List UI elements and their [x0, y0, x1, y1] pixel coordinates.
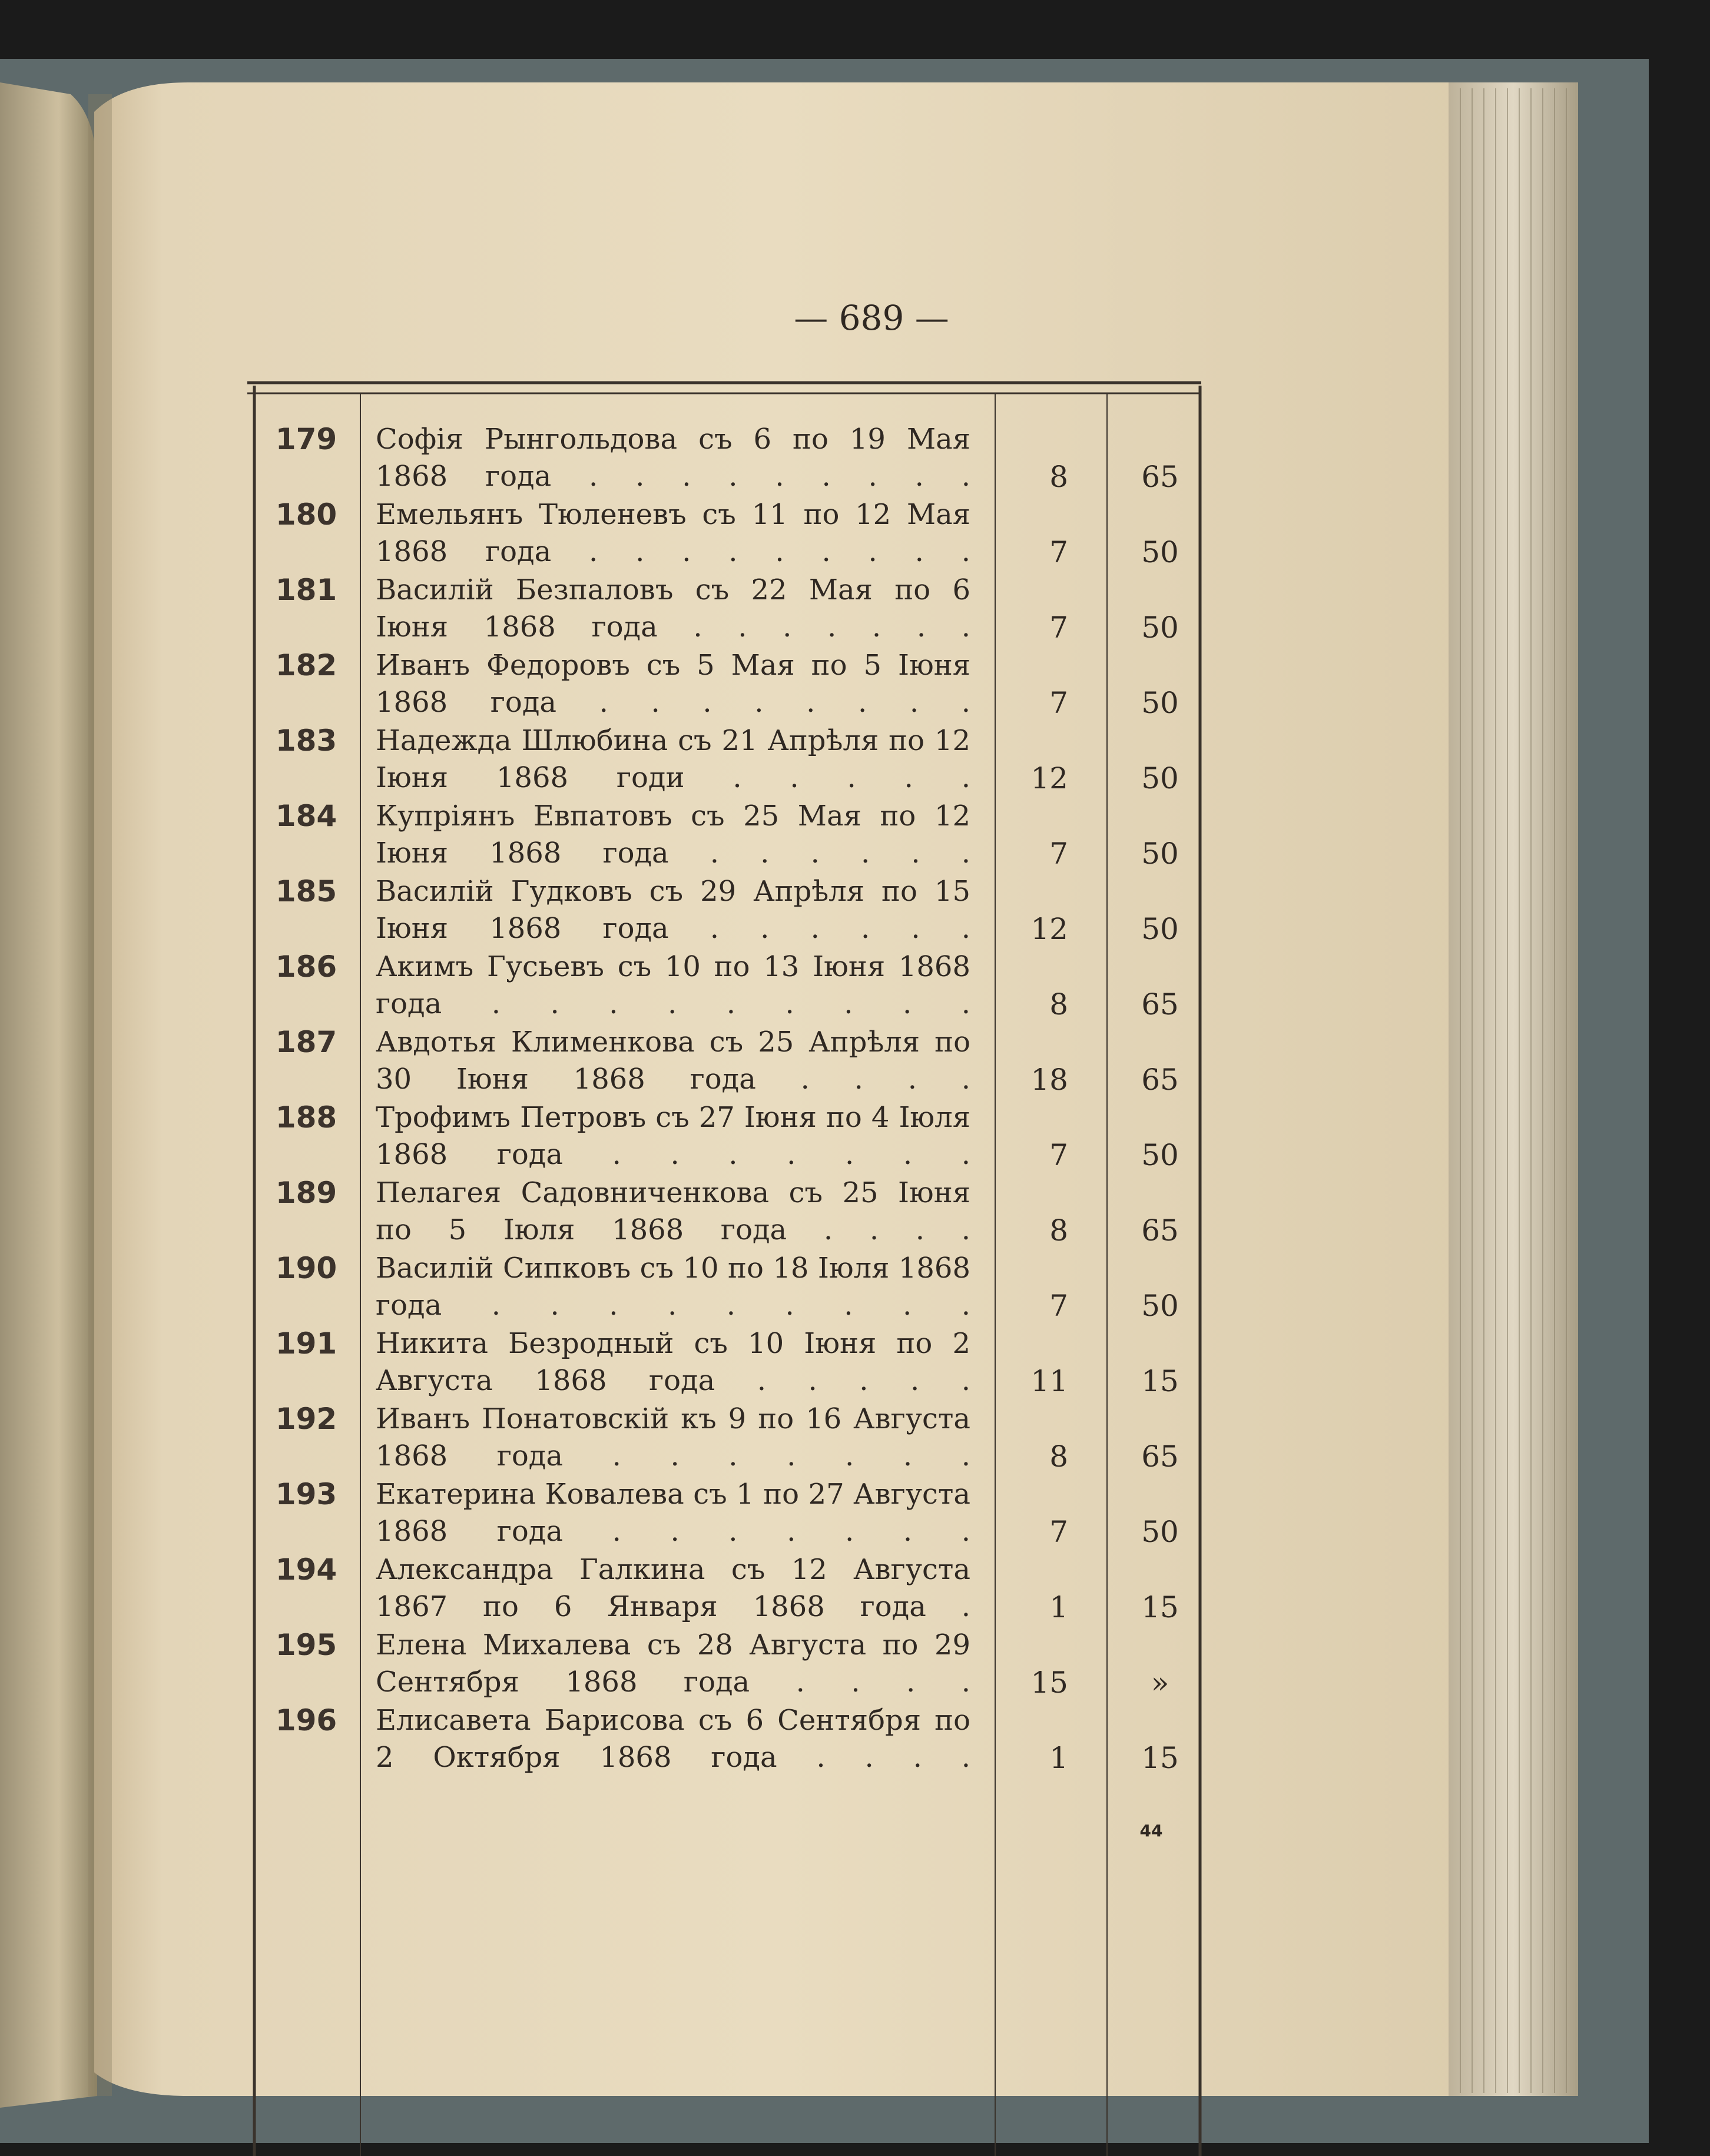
- entry-kopecks: 65: [1141, 1439, 1179, 1474]
- entry-description: Екатерина Ковалева съ 1 по 27 Августа 1868 года . . . . . . .: [376, 1478, 970, 1548]
- entry-kopecks: »: [1151, 1666, 1169, 1700]
- table-row: [0, 1325, 1710, 1402]
- entry-kopecks: 50: [1141, 1138, 1179, 1172]
- entry-description: Пелагея Садовниченкова съ 25 Іюня по 5 Іюля 1868 года . . . .: [376, 1176, 970, 1246]
- entry-kopecks: 50: [1141, 1289, 1179, 1323]
- entry-kopecks: 50: [1141, 611, 1179, 645]
- entry-kopecks: 65: [1141, 987, 1179, 1021]
- entry-days: 15: [1030, 1666, 1068, 1700]
- entry-description: Елисавета Барисова съ 6 Сентября по 2 Октября 1868 года . . . .: [376, 1704, 970, 1774]
- entry-days: 8: [1049, 1213, 1068, 1248]
- entry-description: Надежда Шлюбина съ 21 Апрѣля по 12 Іюня 1868 годи . . . . .: [376, 724, 970, 794]
- entry-number: 196: [275, 1703, 337, 1737]
- entry-days: 7: [1049, 1138, 1068, 1172]
- entry-days: 7: [1049, 1515, 1068, 1549]
- entry-kopecks: 65: [1141, 460, 1179, 494]
- entry-number: 189: [275, 1176, 337, 1210]
- entry-description: Акимъ Гусьевъ съ 10 по 13 Іюня 1868 года . . . . . . . . .: [376, 950, 970, 1020]
- table-row: [0, 722, 1710, 799]
- entry-days: 7: [1049, 686, 1068, 720]
- entry-kopecks: 15: [1141, 1590, 1179, 1624]
- entry-number: 190: [275, 1251, 337, 1285]
- entry-kopecks: 15: [1141, 1364, 1179, 1398]
- table-row: [0, 873, 1710, 950]
- entry-description: Иванъ Федоровъ съ 5 Мая по 5 Іюня 1868 года . . . . . . . .: [376, 649, 970, 719]
- entry-kopecks: 65: [1141, 1213, 1179, 1248]
- entry-description: Никита Безродный съ 10 Іюня по 2 Августа 1868 года . . . . .: [376, 1327, 970, 1397]
- entry-number: 182: [275, 648, 337, 682]
- entry-number: 184: [275, 799, 337, 833]
- entry-number: 188: [275, 1100, 337, 1135]
- entry-number: 192: [275, 1402, 337, 1436]
- entry-description: Василій Сипковъ съ 10 по 18 Іюля 1868 года . . . . . . . . .: [376, 1252, 970, 1322]
- page-number: — 689 —: [794, 298, 949, 338]
- entry-description: Авдотья Клименкова съ 25 Апрѣля по 30 Іюня 1868 года . . . .: [376, 1026, 970, 1096]
- table-row: [0, 1401, 1710, 1477]
- table-row: [0, 496, 1710, 573]
- entry-number: 185: [275, 874, 337, 908]
- entry-description: Елена Михалева съ 28 Августа по 29 Сентября 1868 года . . . .: [376, 1628, 970, 1699]
- entry-kopecks: 50: [1141, 912, 1179, 946]
- entry-number: 193: [275, 1477, 337, 1511]
- entry-kopecks: 50: [1141, 761, 1179, 795]
- entry-kopecks: 50: [1141, 686, 1179, 720]
- entry-description: Василій Гудковъ съ 29 Апрѣля по 15 Іюня 1868 года . . . . . .: [376, 875, 970, 945]
- table-row: [0, 1250, 1710, 1326]
- entry-days: 8: [1049, 460, 1068, 494]
- entry-days: 7: [1049, 1289, 1068, 1323]
- entry-days: 12: [1030, 912, 1068, 946]
- table-row: [0, 647, 1710, 724]
- entry-days: 18: [1030, 1063, 1068, 1097]
- entry-number: 181: [275, 573, 337, 607]
- entry-number: 183: [275, 724, 337, 758]
- entry-number: 180: [275, 497, 337, 532]
- entry-number: 195: [275, 1628, 337, 1662]
- entry-number: 187: [275, 1025, 337, 1059]
- entry-days: 7: [1049, 611, 1068, 645]
- entry-kopecks: 50: [1141, 1515, 1179, 1549]
- table-row: [0, 1702, 1710, 1779]
- signature-mark: 44: [1139, 1821, 1163, 1840]
- entry-days: 7: [1049, 535, 1068, 569]
- table-row: [0, 1476, 1710, 1553]
- entry-days: 12: [1030, 761, 1068, 795]
- entry-description: Александра Галкина съ 12 Августа 1867 по 6 Января 1868 года .: [376, 1553, 970, 1623]
- entry-days: 8: [1049, 1439, 1068, 1474]
- entry-days: 11: [1030, 1364, 1068, 1398]
- entry-description: Купріянъ Евпатовъ съ 25 Мая по 12 Іюня 1868 года . . . . . .: [376, 800, 970, 870]
- entry-days: 8: [1049, 987, 1068, 1021]
- entry-days: 7: [1049, 837, 1068, 871]
- table-row: [0, 1627, 1710, 1703]
- table-row: [0, 421, 1710, 497]
- entry-kopecks: 65: [1141, 1063, 1179, 1097]
- table-row: [0, 1024, 1710, 1100]
- entry-kopecks: 50: [1141, 837, 1179, 871]
- entry-number: 194: [275, 1553, 337, 1587]
- entry-description: Василій Безпаловъ съ 22 Мая по 6 Іюня 1868 года . . . . . . .: [376, 573, 970, 644]
- entry-description: Софія Рынгольдова съ 6 по 19 Мая 1868 года . . . . . . . . .: [376, 423, 970, 493]
- entry-description: Трофимъ Петровъ съ 27 Іюня по 4 Іюля 1868 года . . . . . . .: [376, 1101, 970, 1171]
- entry-description: Емельянъ Тюленевъ съ 11 по 12 Мая 1868 года . . . . . . . . .: [376, 498, 970, 568]
- entry-kopecks: 15: [1141, 1741, 1179, 1775]
- table-row: [0, 798, 1710, 874]
- entry-number: 186: [275, 950, 337, 984]
- table-row: [0, 948, 1710, 1025]
- entry-days: 1: [1049, 1741, 1068, 1775]
- entry-number: 191: [275, 1326, 337, 1361]
- entry-kopecks: 50: [1141, 535, 1179, 569]
- table-row: [0, 1551, 1710, 1628]
- entry-description: Иванъ Понатовскій къ 9 по 16 Августа 1868 года . . . . . . .: [376, 1402, 970, 1472]
- table-row: [0, 1175, 1710, 1251]
- table-row: [0, 1099, 1710, 1176]
- entry-number: 179: [275, 422, 337, 456]
- entry-days: 1: [1049, 1590, 1068, 1624]
- table-row: [0, 572, 1710, 648]
